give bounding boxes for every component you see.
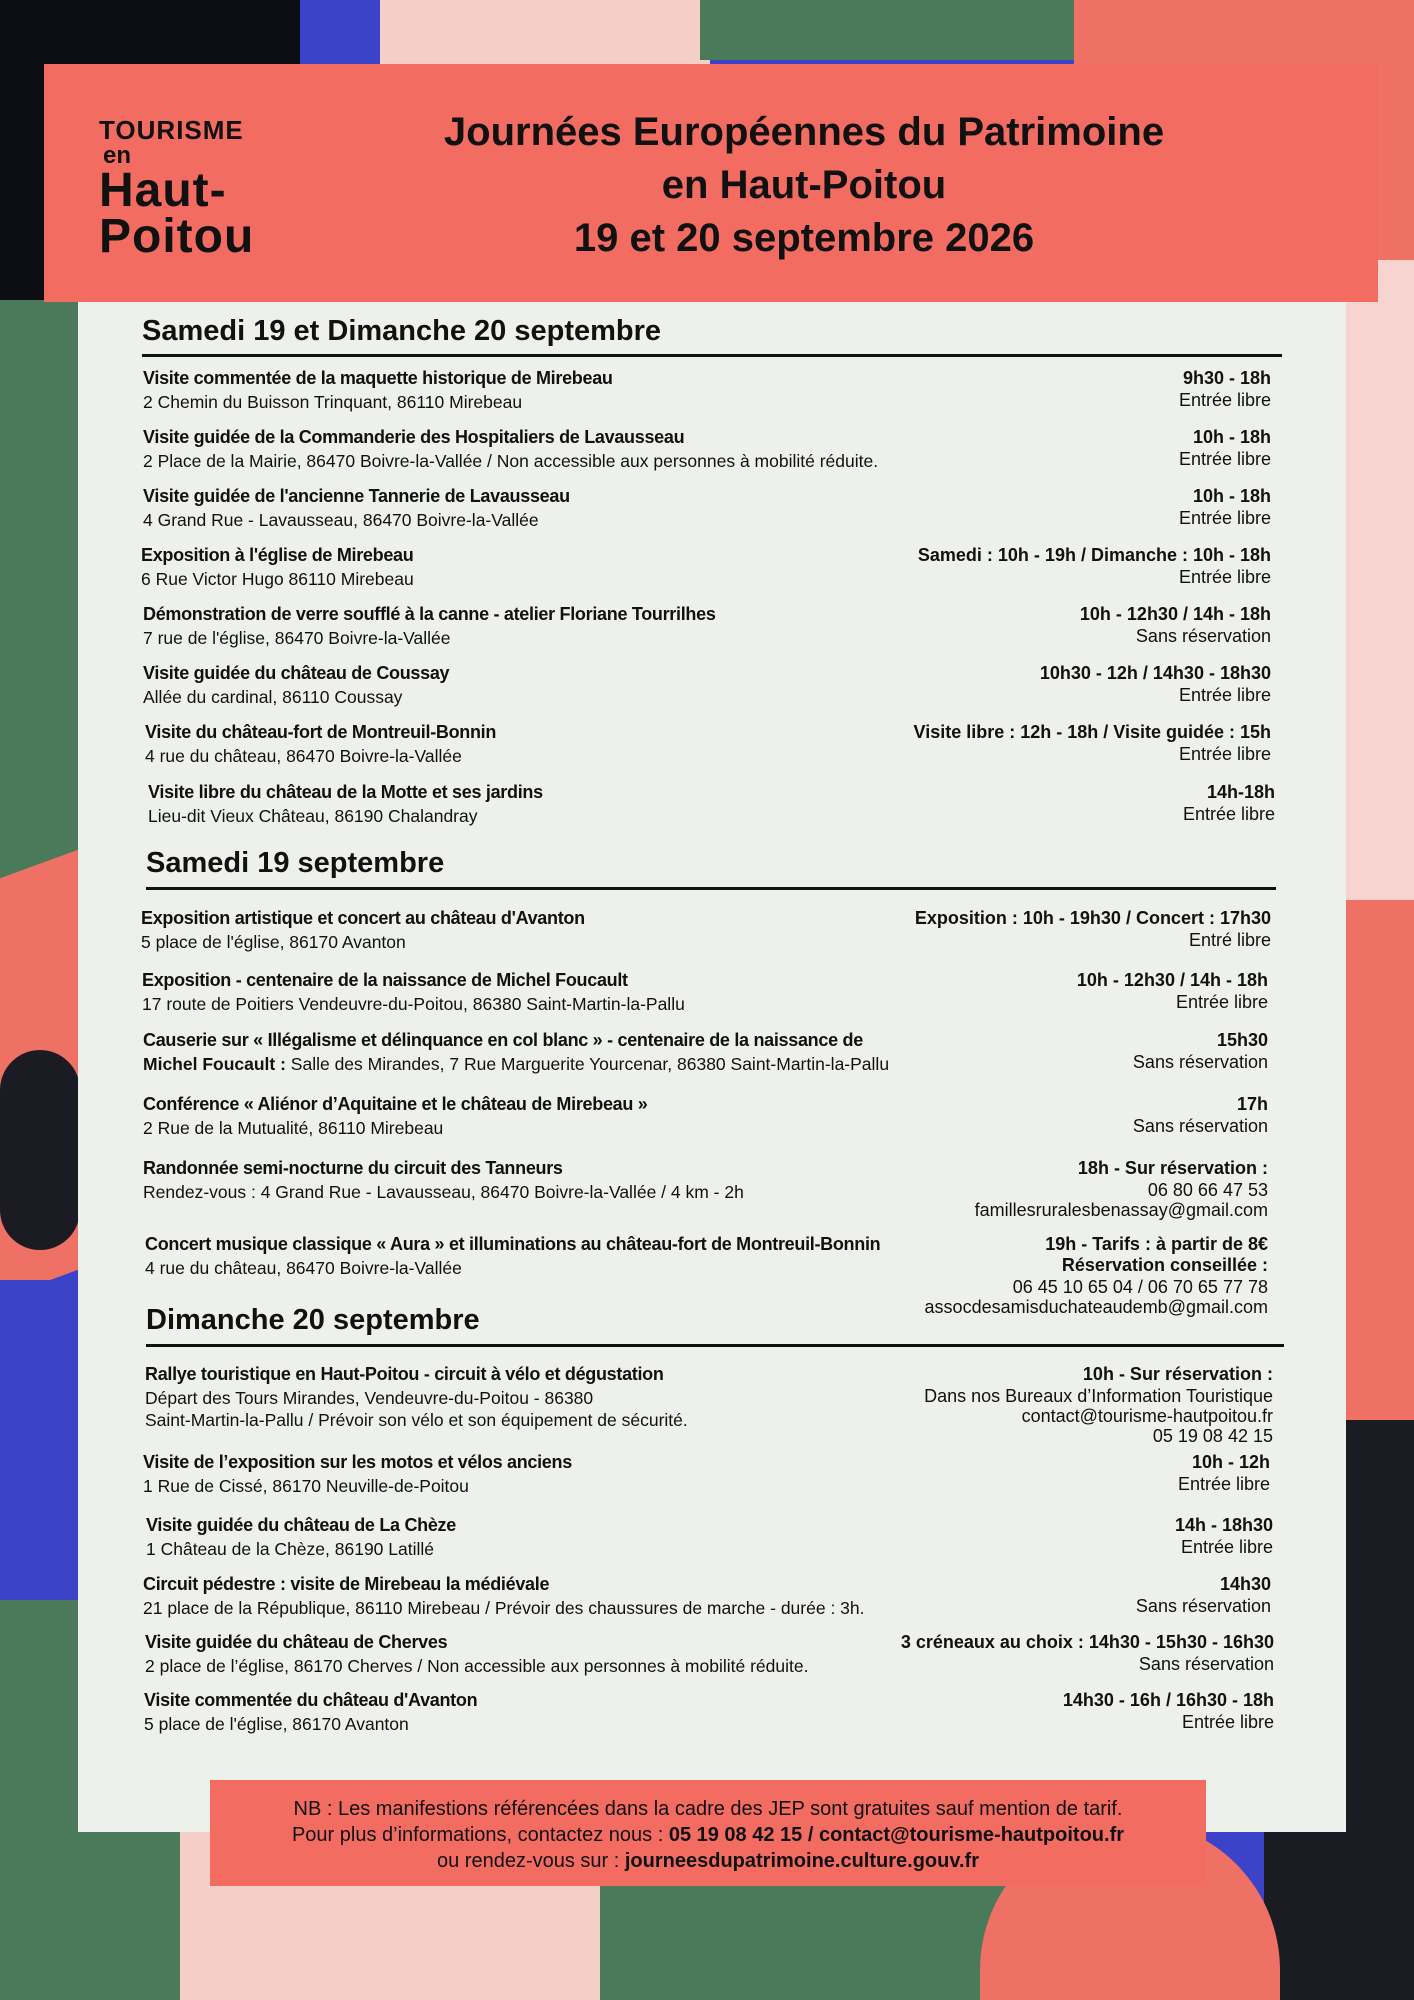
event-time: 15h30 [1216,1030,1268,1050]
event-phone: 06 45 10 65 04 / 06 70 65 77 78 [1012,1277,1268,1297]
event-info: Entrée libre [1177,1474,1270,1494]
event-name: Visite du château-fort de Montreuil-Bonnin [145,722,497,742]
page-title [324,106,1284,265]
bg-shape [700,0,1080,60]
event-time: 17h [1236,1094,1268,1114]
event-name: Exposition artistique et concert au château d'Avanton [141,908,585,928]
event-item [145,1632,1274,1682]
event-address: 1 Rue de Cissé, 86170 Neuville-de-Poitou [143,1476,469,1496]
event-time: 3 créneaux au choix : 14h30 - 15h30 - 16h30 [900,1632,1274,1652]
event-info: Sans réservation [1135,626,1271,646]
event-info: 06 80 66 47 53 [1147,1180,1268,1200]
event-item [141,545,1271,595]
event-info: Entrée libre [1178,567,1271,587]
event-time: 10h - 12h30 / 14h - 18h [1079,604,1271,624]
event-info: Sans réservation [1138,1654,1274,1674]
title-line: 19 et 20 septembre 2026 [573,216,1035,260]
event-email: assocdesamisduchateaudemb@gmail.com [924,1297,1268,1317]
event-time: Samedi : 10h - 19h / Dimanche : 10h - 18h [917,545,1271,565]
event-address: 5 place de l'église, 86170 Avanton [144,1714,409,1734]
event-address: 1 Château de la Chèze, 86190 Latillé [146,1539,434,1559]
event-name: Randonnée semi-nocturne du circuit des Tanneurs [143,1158,563,1178]
event-address: Lieu-dit Vieux Château, 86190 Chalandray [148,806,478,826]
event-address: 4 rue du château, 86470 Boivre-la-Vallée [145,1258,462,1278]
title-line: Journées Européennes du Patrimoine [443,110,1165,154]
event-address: 2 place de l’église, 86170 Cherves / Non accessible aux personnes à mobilité réduite. [145,1656,809,1676]
event-time: 18h - Sur réservation : [1077,1158,1268,1178]
event-item [143,1452,1270,1502]
event-address: 17 route de Poitiers Vendeuvre-du-Poitou, 86380 Saint-Martin-la-Pallu [142,994,685,1014]
event-item [143,427,1271,477]
event-name: Concert musique classique « Aura » et illuminations au château-fort de Montreuil-Bonnin [145,1234,881,1254]
event-address: 2 Chemin du Buisson Trinquant, 86110 Mirebeau [143,392,523,412]
event-item [143,604,1271,654]
event-info: Entrée libre [1178,390,1271,410]
section-title: Samedi 19 septembre [146,847,445,879]
event-info: Entré libre [1188,930,1271,950]
section-title: Dimanche 20 septembre [146,1304,480,1336]
event-time: 10h30 - 12h / 14h30 - 18h30 [1039,663,1271,683]
event-time: 14h30 - 16h / 16h30 - 18h [1062,1690,1274,1710]
event-item [144,1690,1274,1740]
event-time: 14h30 [1219,1574,1271,1594]
event-name: Démonstration de verre soufflé à la canne - atelier Floriane Tourrilhes [143,604,716,624]
bg-shape [0,300,90,900]
event-address: 4 Grand Rue - Lavausseau, 86470 Boivre-la-Vallée [143,510,539,530]
event-info: Entrée libre [1182,804,1275,824]
phone-link[interactable]: 05 19 08 42 15 [668,1824,803,1846]
section-title: Samedi 19 et Dimanche 20 septembre [142,315,662,347]
event-address: Rendez-vous : 4 Grand Rue - Lavausseau, 86470 Boivre-la-Vallée / 4 km - 2h [143,1182,744,1202]
event-time: 10h - 12h [1191,1452,1270,1472]
event-item [146,1515,1273,1565]
event-item [142,970,1268,1020]
event-address [143,1054,889,1075]
event-name: Visite guidée de la Commanderie des Hospitaliers de Lavausseau [143,427,685,447]
event-item [143,1574,1271,1624]
footer-note [210,1780,1206,1886]
event-email: contact@tourisme-hautpoitou.fr [1021,1406,1273,1426]
tourism-logo [99,115,289,263]
section-divider [146,887,1276,890]
event-info: Sans réservation [1135,1596,1271,1616]
program-sheet [78,302,1346,1832]
event-name: Causerie sur « Illégalisme et délinquance en col blanc » - centenaire de la naissance de [143,1030,863,1050]
note-line [210,1848,1206,1874]
event-email: famillesruralesbenassay@gmail.com [974,1200,1268,1220]
event-name: Conférence « Aliénor d’Aquitaine et le château de Mirebeau » [143,1094,648,1114]
event-time: 10h - 18h [1192,486,1271,506]
header-banner [44,64,1378,302]
note-text: Pour plus d’informations, contactez nous : [291,1824,669,1846]
event-address: 5 place de l'église, 86170 Avanton [141,932,406,952]
event-time: 14h-18h [1206,782,1275,802]
event-address: 21 place de la République, 86110 Mirebeau / Prévoir des chaussures de marche - durée : 3h. [143,1598,865,1618]
section-divider [146,1344,1284,1347]
event-time: 10h - Sur réservation : [1082,1364,1273,1384]
note-line [210,1822,1206,1848]
event-item [143,1030,1268,1080]
event-info: Sans réservation [1132,1116,1268,1136]
event-name: Visite de l’exposition sur les motos et vélos anciens [143,1452,572,1472]
website-link[interactable]: journeesdupatrimoine.culture.gouv.fr [624,1850,979,1872]
event-time: 10h - 18h [1192,427,1271,447]
event-name: Visite guidée du château de La Chèze [146,1515,456,1535]
event-item [148,782,1275,832]
event-address: Départ des Tours Mirandes, Vendeuvre-du-Poitou - 86380 [145,1388,594,1408]
event-info: Entrée libre [1178,744,1271,764]
event-name-cont: Michel Foucault : [143,1054,286,1074]
event-name: Visite guidée du château de Cherves [145,1632,448,1652]
event-address: 6 Rue Victor Hugo 86110 Mirebeau [141,569,414,589]
event-info: Entrée libre [1178,449,1271,469]
event-address: Saint-Martin-la-Pallu / Prévoir son vélo et son équipement de sécurité. [145,1410,688,1430]
bg-shape [1334,260,1414,960]
event-item [143,1158,1268,1220]
event-name: Visite commentée de la maquette historique de Mirebeau [143,368,613,388]
event-address: 2 Place de la Mairie, 86470 Boivre-la-Vallée / Non accessible aux personnes à mobilité réduite. [143,451,879,471]
event-name: Visite guidée de l'ancienne Tannerie de Lavausseau [143,486,570,506]
event-info: Entrée libre [1178,508,1271,528]
logo-line: Poitou [99,210,255,263]
event-item [145,722,1271,772]
event-name: Exposition à l'église de Mirebeau [141,545,414,565]
event-address: 2 Rue de la Mutualité, 86110 Mirebeau [143,1118,444,1138]
event-time: 10h - 12h30 / 14h - 18h [1076,970,1268,990]
event-info: Entrée libre [1180,1537,1273,1557]
note-line: NB : Les manifestions référencées dans la cadre des JEP sont gratuites sauf mention de tarif. [293,1798,1123,1820]
bg-shape [0,1050,80,1250]
event-address: 7 rue de l'église, 86470 Boivre-la-Vallée [143,628,451,648]
event-name: Circuit pédestre : visite de Mirebeau la médiévale [143,1574,550,1594]
event-time: Exposition : 10h - 19h30 / Concert : 17h30 [914,908,1271,928]
event-item [143,486,1271,536]
title-line: en Haut-Poitou [661,163,947,207]
event-info: Dans nos Bureaux d’Information Touristique [924,1386,1273,1406]
event-phone: 05 19 08 42 15 [1152,1426,1273,1446]
event-time: Visite libre : 12h - 18h / Visite guidée : 15h [913,722,1271,742]
event-time: 19h - Tarifs : à partir de 8€ [1045,1234,1268,1254]
event-item [141,908,1271,958]
logo-line: en [103,142,132,169]
event-name: Visite guidée du château de Coussay [143,663,450,683]
event-address: Allée du cardinal, 86110 Coussay [143,687,403,707]
event-info: Entrée libre [1178,685,1271,705]
bg-shape [380,0,710,70]
note-separator: / [802,1824,819,1846]
event-time: 9h30 - 18h [1182,368,1271,388]
event-name: Rallye touristique en Haut-Poitou - circuit à vélo et dégustation [145,1364,664,1384]
event-item [143,663,1271,713]
event-time: 14h - 18h30 [1174,1515,1273,1535]
logo-line: TOURISME [99,115,244,145]
event-address-text: Salle des Mirandes, 7 Rue Marguerite Yourcenar, 86380 Saint-Martin-la-Pallu [285,1054,890,1074]
event-item [145,1364,1273,1450]
note-text: ou rendez-vous sur : [437,1850,625,1872]
event-info: Entrée libre [1175,992,1268,1012]
email-link[interactable]: contact@tourisme-hautpoitou.fr [818,1824,1125,1846]
event-info: Sans réservation [1132,1052,1268,1072]
event-address: 4 rue du château, 86470 Boivre-la-Vallée [145,746,462,766]
event-info: Entrée libre [1181,1712,1274,1732]
event-item [143,1094,1268,1144]
section-divider [142,354,1282,357]
event-item [143,368,1271,418]
event-name: Visite libre du château de la Motte et ses jardins [148,782,543,802]
event-booking: Réservation conseillée : [1061,1255,1268,1275]
event-name: Visite commentée du château d'Avanton [144,1690,478,1710]
logo-line: Haut- [99,164,227,217]
event-name: Exposition - centenaire de la naissance de Michel Foucault [142,970,628,990]
